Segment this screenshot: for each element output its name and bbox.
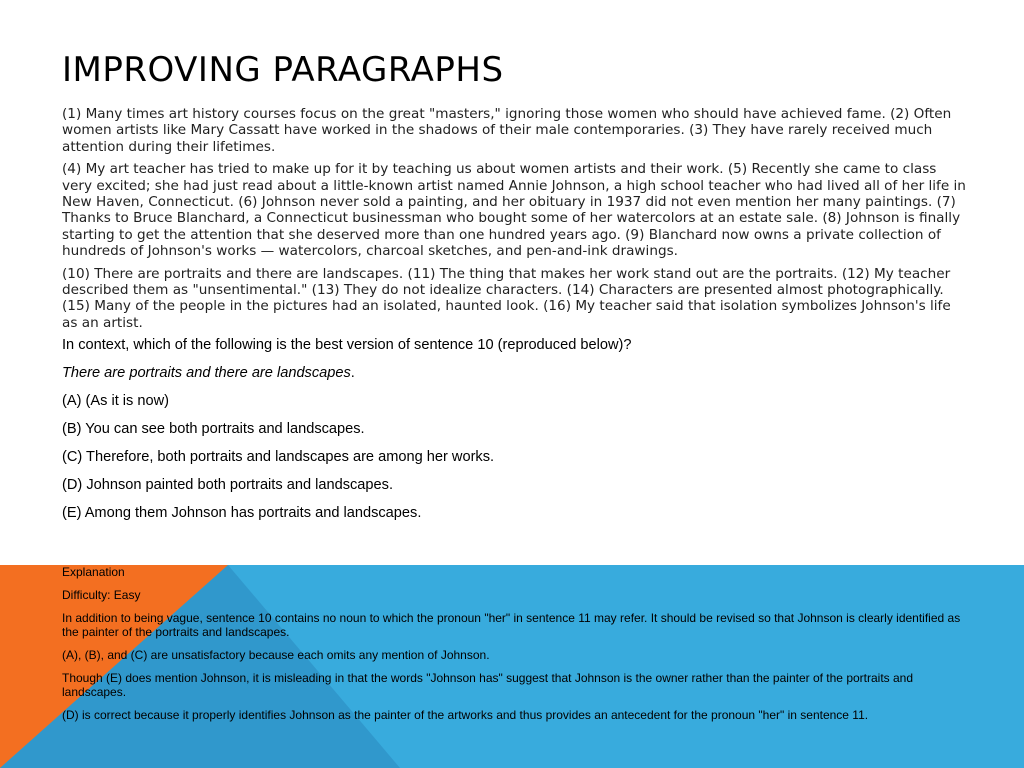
explanation-line-2: (A), (B), and (C) are unsatisfactory because each omits any mention of Johnson.	[62, 648, 490, 662]
passage-paragraph-2: (4) My art teacher has tried to make up for it by teaching us about women artists and their work. (5) Recently she came to class very excited; she had just read about a little-known artist named Annie Johnson, a high school teacher who had lived all of her life in New Haven, Connecticut. (6) Johnson never sold a painting, and her obituary in 1937 did not even mention her many paintings. (7) Thanks to Bruce Blanchard, a Connecticut businessman who bought some of her watercolors at an estate sale. (8) Johnson is finally starting to get the attention that she deserved more than one hundred years ago. (9) Blanchard now owns a private collection of hundreds of Johnson's works — watercolors, charcoal sketches, and pen-and-ink drawings.	[62, 161, 966, 260]
question-sentence	[62, 365, 966, 382]
explanation-heading: Explanation	[62, 565, 125, 579]
explanation-block	[62, 565, 972, 731]
answer-option-d: (D) Johnson painted both portraits and landscapes.	[62, 477, 393, 494]
question-prompt: In context, which of the following is the best version of sentence 10 (reproduced below)?	[62, 337, 632, 354]
passage-paragraph-1: (1) Many times art history courses focus on the great "masters," ignoring those women who should have achieved fame. (2) Often women artists like Mary Cassatt have worked in the shadows of their male contemporaries. (3) They have rarely received much attention during their lifetimes.	[62, 106, 952, 155]
explanation-line-4: (D) is correct because it properly identifies Johnson as the painter of the artworks and thus provides an antecedent for the pronoun "her" in sentence 11.	[62, 708, 869, 722]
question-sentence-end: .	[350, 365, 355, 382]
answer-option-e: (E) Among them Johnson has portraits and landscapes.	[62, 505, 422, 522]
answer-option-c: (C) Therefore, both portraits and landscapes are among her works.	[62, 449, 495, 466]
question-sentence-italic: There are portraits and there are landscapes	[62, 365, 351, 382]
difficulty-label: Difficulty: Easy	[62, 588, 141, 602]
answer-option-a: (A) (As it is now)	[62, 393, 170, 410]
explanation-line-3: Though (E) does mention Johnson, it is misleading in that the words "Johnson has" suggest that Johnson is the owner rather than the painter of the portraits and landscapes.	[62, 671, 914, 699]
answer-option-b: (B) You can see both portraits and landscapes.	[62, 421, 365, 438]
slide-title: IMPROVING PARAGRAPHS	[62, 50, 504, 90]
explanation-line-1: In addition to being vague, sentence 10 contains no noun to which the pronoun "her" in sentence 11 may refer. It should be revised so that Johnson is clearly identified as the painter of the portraits and landscapes.	[62, 611, 961, 639]
slide-body	[62, 106, 966, 533]
passage-paragraph-3: (10) There are portraits and there are landscapes. (11) The thing that makes her work stand out are the portraits. (12) My teacher described them as "unsentimental." (13) They do not idealize characters. (14) Characters are presented almost photographically. (15) Many of the people in the pictures had an isolated, haunted look. (16) My teacher said that isolation symbolizes Johnson's life as an artist.	[62, 265, 951, 331]
